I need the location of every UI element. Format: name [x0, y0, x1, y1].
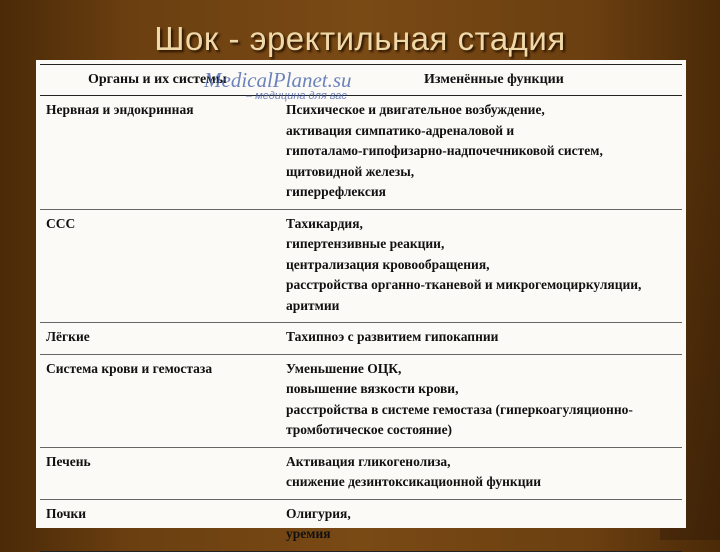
watermark-tagline: – медицина для вас	[246, 90, 347, 102]
change-line: гипоталамо-гипофизарно-надпочечниковой систем,	[286, 143, 603, 158]
change-line: гиперрефлексия	[286, 184, 386, 199]
change-line: активация симпатико-адреналовой и	[286, 122, 515, 138]
change-line: расстройства органно-тканевой и микрогемоциркуляции,	[286, 277, 642, 292]
watermark-site: MedicalPlanet.su	[204, 68, 352, 92]
change-line: аритмии	[286, 297, 340, 313]
organ-cell: Лёгкие	[46, 329, 90, 344]
changes-cell	[284, 448, 682, 499]
change-line: централизация кровообращения,	[286, 256, 490, 272]
header-functions: Изменённые функции	[424, 72, 564, 87]
organ-cell: Печень	[46, 453, 91, 469]
table-row	[40, 323, 682, 355]
change-line: гипертензивные реакции,	[286, 236, 445, 251]
table-row	[40, 210, 682, 324]
watermark	[204, 68, 352, 102]
slide-title: Шок - эректильная стадия	[154, 20, 566, 57]
change-line: Тахикардия,	[286, 215, 363, 231]
changes-cell	[284, 323, 682, 354]
change-line: тромботическое состояние)	[286, 422, 453, 437]
change-line: уремия	[286, 526, 331, 541]
changes-cell	[284, 96, 682, 209]
changes-cell	[284, 355, 682, 447]
organ-cell: ССС	[46, 215, 76, 231]
table-row	[40, 355, 682, 448]
change-line: повышение вязкости крови,	[286, 381, 459, 396]
organ-cell: Система крови и гемостаза	[46, 360, 213, 376]
scanned-table-document	[36, 60, 686, 541]
organ-functions-table	[40, 64, 682, 552]
changes-cell	[284, 210, 682, 323]
change-line: расстройства в системе гемостаза (гиперкоагуляционно-	[286, 401, 633, 417]
table-body	[40, 96, 682, 551]
organ-cell: Нервная и эндокринная	[46, 102, 194, 117]
change-line: Психическое и двигательное возбуждение,	[286, 102, 545, 117]
change-line: Олигурия,	[286, 505, 351, 521]
organ-cell: Почки	[46, 505, 87, 521]
table-row	[40, 500, 682, 551]
change-line: Тахипноэ с развитием гипокапнии	[286, 329, 499, 344]
table-row	[40, 96, 682, 210]
change-line: Активация гликогенолиза,	[286, 453, 451, 469]
table-header	[40, 65, 682, 96]
change-line: Уменьшение ОЦК,	[286, 360, 402, 376]
change-line: снижение дезинтоксикационной функции	[286, 474, 542, 489]
header-organs: Органы и их системы	[88, 72, 227, 87]
table-row	[40, 448, 682, 500]
change-line: щитовидной железы,	[286, 163, 415, 179]
changes-cell	[284, 500, 682, 551]
